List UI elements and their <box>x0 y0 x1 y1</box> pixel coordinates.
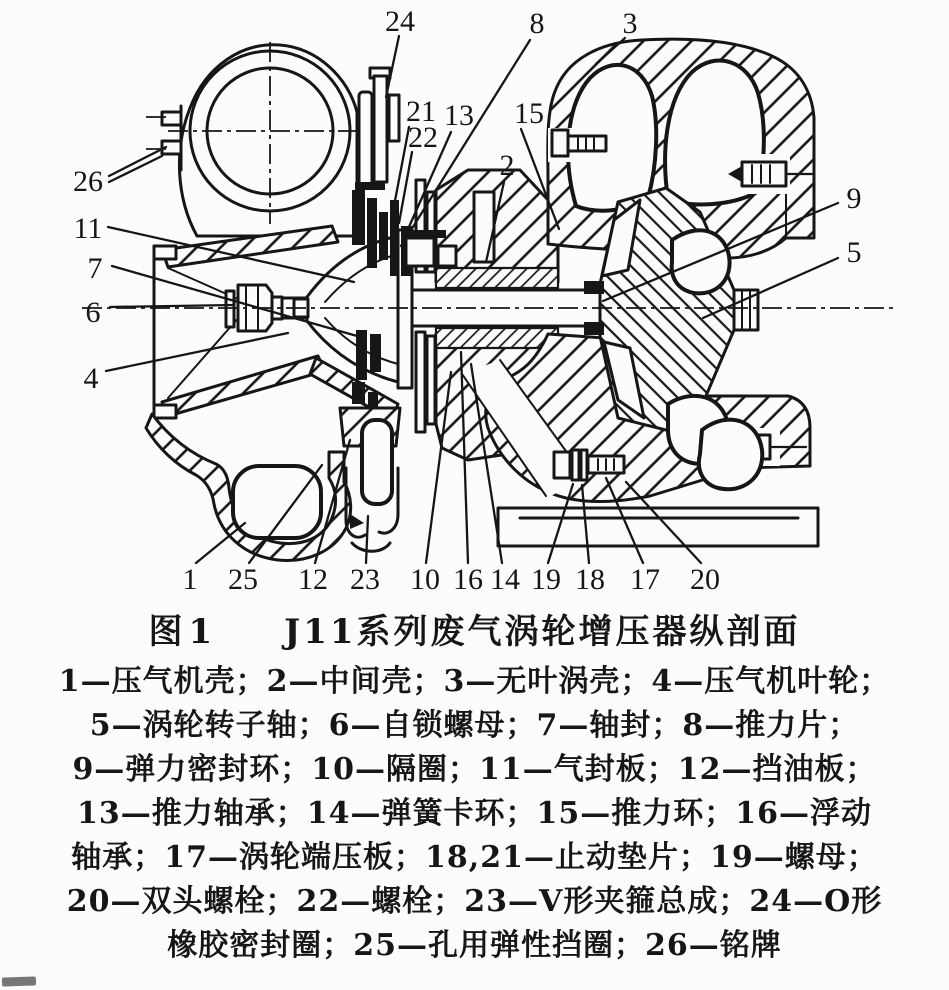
seal-part <box>352 382 365 404</box>
callout-8: 8 <box>529 7 545 40</box>
blade-section <box>699 420 762 490</box>
callout-24: 24 <box>385 5 415 38</box>
legend-line: 橡胶密封圈；25—孔用弹性挡圈；26—铭牌 <box>167 928 782 963</box>
callout-18: 18 <box>575 563 605 596</box>
seal-part <box>379 212 388 260</box>
blade-section <box>672 230 730 293</box>
callout-25: 25 <box>228 563 258 596</box>
callout-14: 14 <box>490 563 520 596</box>
callout-16: 16 <box>453 563 483 596</box>
legend-line: 5—涡轮转子轴；6—自锁螺母；7—轴封；8—推力片； <box>89 708 860 743</box>
seal-part <box>370 334 381 372</box>
legend-line: 9—弹力密封环；10—隔圈；11—气封板；12—挡油板； <box>72 752 877 787</box>
piston-ring-seal <box>584 281 604 294</box>
callout-11: 11 <box>73 212 103 245</box>
oil-deflector-plate <box>427 336 435 424</box>
callout-3: 3 <box>622 7 638 40</box>
callout-26: 26 <box>73 165 103 198</box>
callout-19: 19 <box>531 563 561 596</box>
stud-head <box>552 130 568 156</box>
legend-line: 轴承；17—涡轮端压板；18,21—止动垫片；19—螺母； <box>71 840 878 875</box>
flange-lip <box>154 246 176 259</box>
parts-legend <box>0 660 949 968</box>
mounting-base <box>498 508 818 546</box>
seal-part <box>390 200 399 276</box>
base-flange <box>498 508 818 546</box>
v-clamp-loop <box>362 420 392 504</box>
figure-caption <box>0 604 949 968</box>
thrust-ring <box>438 246 456 266</box>
callout-6: 6 <box>85 296 101 329</box>
lock-washer <box>572 450 579 480</box>
flange-bolt <box>742 162 786 186</box>
flange-lip <box>154 405 176 418</box>
seal-part <box>352 190 365 245</box>
legend-line: 13—推力轴承；14—弹簧卡环；15—推力环；16—浮动 <box>77 796 872 831</box>
callout-15: 15 <box>514 97 544 130</box>
oil-passage <box>474 192 494 262</box>
callout-7: 7 <box>87 252 103 285</box>
callout-9: 9 <box>846 182 862 215</box>
figure-number: 图1 <box>148 612 219 652</box>
thrust-bearing <box>406 238 434 266</box>
oil-deflector-plate <box>416 332 425 432</box>
callout-23: 23 <box>350 563 380 596</box>
clamp-plate <box>389 95 399 141</box>
callout-5: 5 <box>846 236 862 269</box>
callout-10: 10 <box>410 563 440 596</box>
legend-line: 1—压气机壳；2—中间壳；3—无叶涡壳；4—压气机叶轮； <box>58 664 891 699</box>
scan-artifact <box>2 976 36 986</box>
caption-title-row <box>0 604 949 660</box>
callout-2: 2 <box>499 149 515 182</box>
callout-12: 12 <box>298 563 328 596</box>
nameplate-lug <box>162 112 181 125</box>
callout-22: 22 <box>408 121 438 154</box>
piston-ring-seal <box>584 322 604 335</box>
callout-13: 13 <box>444 99 474 132</box>
bearing-sleeve-lower <box>436 328 558 348</box>
callout-17: 17 <box>630 563 660 596</box>
callout-4: 4 <box>83 362 99 395</box>
stud-nut <box>554 452 570 478</box>
callout-21: 21 <box>406 95 436 128</box>
clamp-plate <box>359 92 372 188</box>
lock-washer <box>581 450 587 480</box>
washer <box>226 291 234 327</box>
seal-part <box>355 182 385 190</box>
seal-part <box>368 392 378 408</box>
bearing-sleeve-upper <box>436 268 558 288</box>
seal-part <box>367 198 377 268</box>
callout-1: 1 <box>182 563 198 596</box>
callout-20: 20 <box>690 563 720 596</box>
legend-line: 20—双头螺栓；22—螺栓；23—V形夹箍总成；24—O形 <box>66 884 883 919</box>
clamp-plate <box>374 76 387 182</box>
figure-title: J11系列废气涡轮增压器纵剖面 <box>284 612 801 652</box>
